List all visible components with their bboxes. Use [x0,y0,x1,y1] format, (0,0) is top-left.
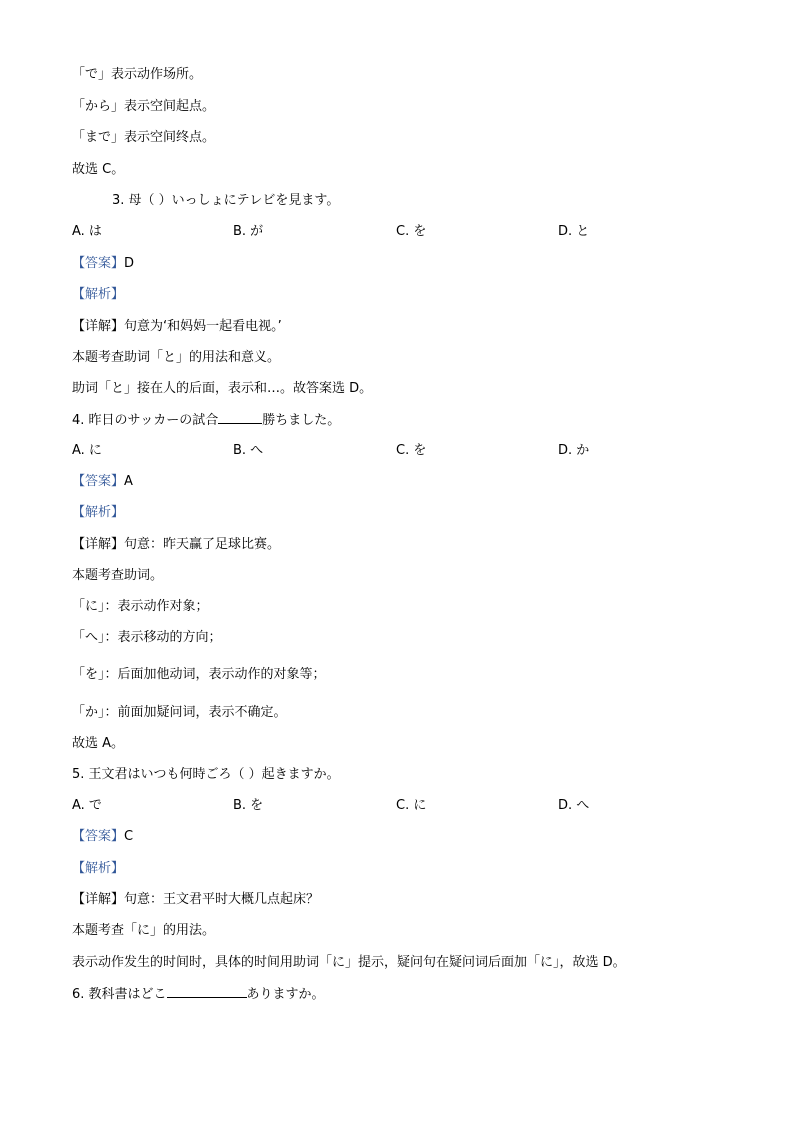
q3-answer-line [72,255,134,273]
q5-option-c: C. に [396,798,427,813]
question-text: ありますか。 [246,987,325,1002]
q4-option-a: A. に [72,443,102,458]
answer-blank [167,985,247,998]
q4-answer-line [72,473,133,491]
q5-detail-line [72,891,319,909]
answer-value: A [124,474,133,489]
answer-value: D [124,256,135,271]
q5-option-a: A. で [72,798,102,813]
q4-option-c: C. を [396,443,427,458]
text-line: 本题考查「に」的用法。 [72,923,216,938]
text-line: 「へ」：表示移动的方向； [72,630,222,645]
text-line: 「で」表示动作场所。 [72,67,203,82]
answer-value: C [124,829,134,844]
answer-tag: 【答案】 [72,829,125,844]
detail-text: 句意为‘和妈妈一起看电视。’ [124,319,282,334]
answer-tag: 【答案】 [72,474,125,489]
text-line: 助词「と」接在人的后面，表示和…。故答案选 D。 [72,381,373,396]
answer-tag: 【答案】 [72,256,125,271]
text-line: 故选 A。 [72,736,125,751]
question-text: 6. 教科書はどこ [72,987,167,1002]
detail-text: 句意：王文君平时大概几点起床？ [124,892,320,907]
text-line: 「に」：表示动作对象； [72,599,209,614]
q3-option-a: A. は [72,224,102,239]
q3-option-c: C. を [396,224,427,239]
text-line: 表示动作发生的时间时，具体的时间用助词「に」提示，疑问句在疑问词后面加「に」，故选 D。 [72,955,626,970]
question-text: 4. 昨日のサッカーの試合 [72,413,219,428]
q3-detail-line [72,318,282,336]
text-line: 「か」：前面加疑问词，表示不确定。 [72,705,287,720]
q3-option-b: B. が [233,224,264,239]
text-line: 「まで」表示空间终点。 [72,130,216,145]
analysis-tag: 【解析】 [72,505,125,520]
text-line: 本题考查助词。 [72,568,164,583]
detail-tag: 【详解】 [72,319,125,334]
text-line: 本题考查助词「と」的用法和意义。 [72,350,281,365]
answer-blank [218,411,262,424]
detail-text: 句意：昨天赢了足球比赛。 [124,537,281,552]
analysis-tag: 【解析】 [72,287,125,302]
q5-option-d: D. へ [558,798,590,813]
detail-tag: 【详解】 [72,892,125,907]
q4-detail-line [72,536,280,554]
question-text: 勝ちました。 [262,413,341,428]
q5-answer-line [72,828,133,846]
text-line: 故选 C。 [72,162,125,177]
q5-option-b: B. を [233,798,264,813]
text-line: 「から」表示空间起点。 [72,99,216,114]
q4-option-d: D. か [558,443,590,458]
analysis-tag: 【解析】 [72,861,125,876]
text-line: 「を」：后面加他动词，表示动作的对象等； [72,667,326,682]
question-3: 3. 母（ ）いっしょにテレビを見ます。 [112,193,340,208]
question-4 [72,411,340,430]
q3-option-d: D. と [558,224,590,239]
q4-option-b: B. へ [233,443,264,458]
detail-tag: 【详解】 [72,537,125,552]
question-6 [72,985,325,1004]
question-5: 5. 王文君はいつも何時ごろ（ ）起きますか。 [72,767,340,782]
